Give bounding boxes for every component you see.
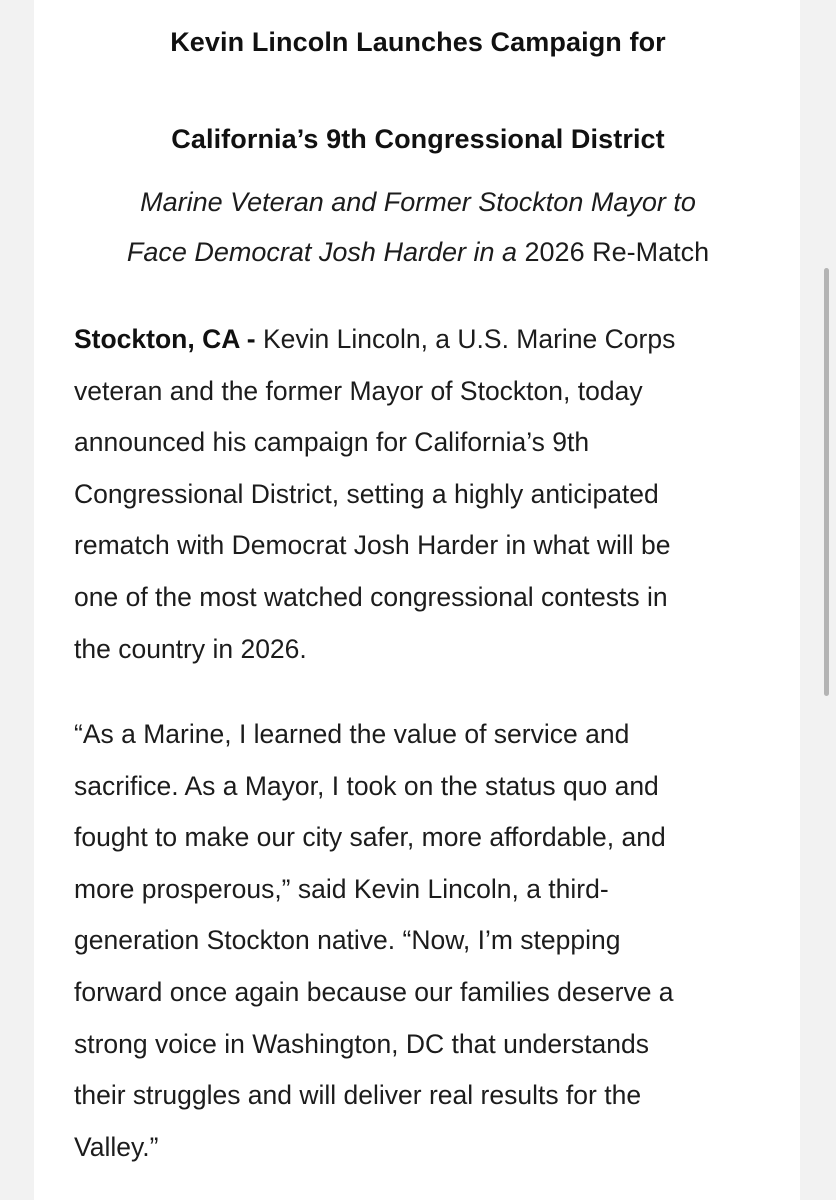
body-paragraph-1 <box>74 314 734 675</box>
subheadline-line-2-regular: 2026 Re-Match <box>517 237 710 267</box>
body-paragraph-2: “As a Marine, I learned the value of service and sacrifice. As a Mayor, I took on the status quo and fought to make our city safer, more affordable, and more prosperous,” said Kevin Lincoln, a third- generation Stockton native. “Now, I’m stepping forward once again because our families deserve a strong voice in Washington, DC that understands their struggles and will deliver real results for the Valley.” <box>74 719 674 1162</box>
subheadline-line-2-italic: Face Democrat Josh Harder in a <box>126 237 518 267</box>
dateline: Stockton, CA - <box>74 324 263 354</box>
scrollbar-thumb[interactable] <box>824 268 829 696</box>
subheadline <box>0 177 836 277</box>
paragraph-1-text: Kevin Lincoln, a U.S. Marine Corps veteran and the former Mayor of Stockton, today announced his campaign for California’s 9th Congressional District, setting a highly anticipated rematch with Democrat Josh Harder in what will be one of the most watched congressional contests in the country in 2026. <box>74 324 676 664</box>
headline-line-1: Kevin Lincoln Launches Campaign for <box>170 27 666 57</box>
headline-line-2: California’s 9th Congressional District <box>171 124 665 154</box>
subheadline-line-1: Marine Veteran and Former Stockton Mayor to <box>140 187 696 217</box>
vertical-scrollbar[interactable] <box>816 0 836 1200</box>
